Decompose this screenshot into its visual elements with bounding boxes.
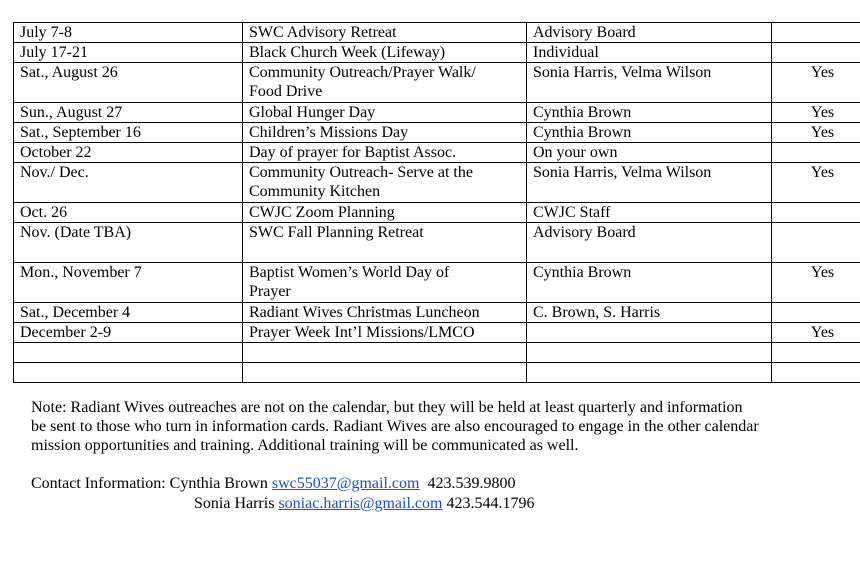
event-name-cell: Radiant Wives Christmas Luncheon [243,303,527,323]
event-date-cell [14,363,243,383]
table-row [14,23,860,43]
event-flag-cell: Yes [772,103,860,123]
event-flag-cell: Yes [772,163,860,203]
note-line: mission opportunities and training. Additional training will be communicated as well. [31,437,579,454]
table-row [14,343,860,363]
event-contact-cell: Advisory Board [527,23,772,43]
table-row [14,103,860,123]
event-contact-cell: C. Brown, S. Harris [527,303,772,323]
table-row [14,43,860,63]
event-name-cell: SWC Advisory Retreat [243,23,527,43]
event-flag-cell: Yes [772,323,860,343]
contact-name: Cynthia Brown [169,475,268,492]
event-date-cell: October 22 [14,143,243,163]
event-flag-cell [772,303,860,323]
event-date-cell: Sun., August 27 [14,103,243,123]
contact-phone: 423.539.9800 [427,475,516,492]
contact-line-2 [194,494,534,513]
event-contact-cell: Cynthia Brown [527,123,772,143]
event-contact-cell: Cynthia Brown [527,263,772,303]
event-flag-cell [772,343,860,363]
email-link[interactable]: soniac.harris@gmail.com [278,495,443,512]
event-name-cell: SWC Fall Planning Retreat [243,223,527,263]
event-flag-cell: Yes [772,123,860,143]
event-name-cell [243,363,527,383]
event-contact-cell: On your own [527,143,772,163]
event-contact-cell: Sonia Harris, Velma Wilson [527,63,772,103]
event-flag-cell [772,223,860,263]
event-name-cell: Global Hunger Day [243,103,527,123]
event-contact-cell: Cynthia Brown [527,103,772,123]
event-contact-cell: Individual [527,43,772,63]
email-link[interactable]: swc55037@gmail.com [271,475,420,492]
contact-name: Sonia Harris [194,495,275,512]
event-date-cell: Sat., August 26 [14,63,243,103]
event-name-cell: Community Outreach/Prayer Walk/ Food Drive [243,63,527,103]
event-date-cell: Sat., September 16 [14,123,243,143]
event-date-cell: December 2-9 [14,323,243,343]
event-name-cell: Children’s Missions Day [243,123,527,143]
event-date-cell [14,343,243,363]
event-name-cell: Prayer Week Int’l Missions/LMCO [243,323,527,343]
contact-phone: 423.544.1796 [446,495,535,512]
contact-label: Contact Information: [31,475,166,492]
event-name-cell: Day of prayer for Baptist Assoc. [243,143,527,163]
event-contact-cell: CWJC Staff [527,203,772,223]
event-contact-cell [527,363,772,383]
table-row [14,163,860,203]
event-date-cell: July 7-8 [14,23,243,43]
event-name-cell: Black Church Week (Lifeway) [243,43,527,63]
event-name-cell: CWJC Zoom Planning [243,203,527,223]
event-flag-cell [772,23,860,43]
event-flag-cell [772,43,860,63]
event-contact-cell [527,323,772,343]
contact-line-1 [31,474,515,493]
event-contact-cell [527,343,772,363]
event-name-cell [243,343,527,363]
event-date-cell: Nov. (Date TBA) [14,223,243,263]
table-row [14,203,860,223]
table-row [14,63,860,103]
event-flag-cell: Yes [772,63,860,103]
table-row [14,303,860,323]
event-date-cell: July 17-21 [14,43,243,63]
table-row [14,123,860,143]
event-name-cell: Baptist Women’s World Day of Prayer [243,263,527,303]
note-line: Note: Radiant Wives outreaches are not on the calendar, but they will be held at least quarterly and information [31,399,743,416]
table-row [14,323,860,343]
event-flag-cell [772,143,860,163]
table-row [14,223,860,263]
table-row [14,143,860,163]
event-flag-cell [772,203,860,223]
note-line: be sent to those who turn in information cards. Radiant Wives are also encouraged to engage in the other calendar [31,418,759,435]
note-paragraph [31,398,860,455]
event-name-cell: Community Outreach- Serve at the Community Kitchen [243,163,527,203]
event-date-cell: Nov./ Dec. [14,163,243,203]
event-date-cell: Mon., November 7 [14,263,243,303]
event-contact-cell: Advisory Board [527,223,772,263]
event-date-cell: Oct. 26 [14,203,243,223]
events-table [13,22,860,383]
table-row [14,363,860,383]
event-contact-cell: Sonia Harris, Velma Wilson [527,163,772,203]
event-flag-cell: Yes [772,263,860,303]
event-date-cell: Sat., December 4 [14,303,243,323]
event-flag-cell [772,363,860,383]
table-row [14,263,860,303]
